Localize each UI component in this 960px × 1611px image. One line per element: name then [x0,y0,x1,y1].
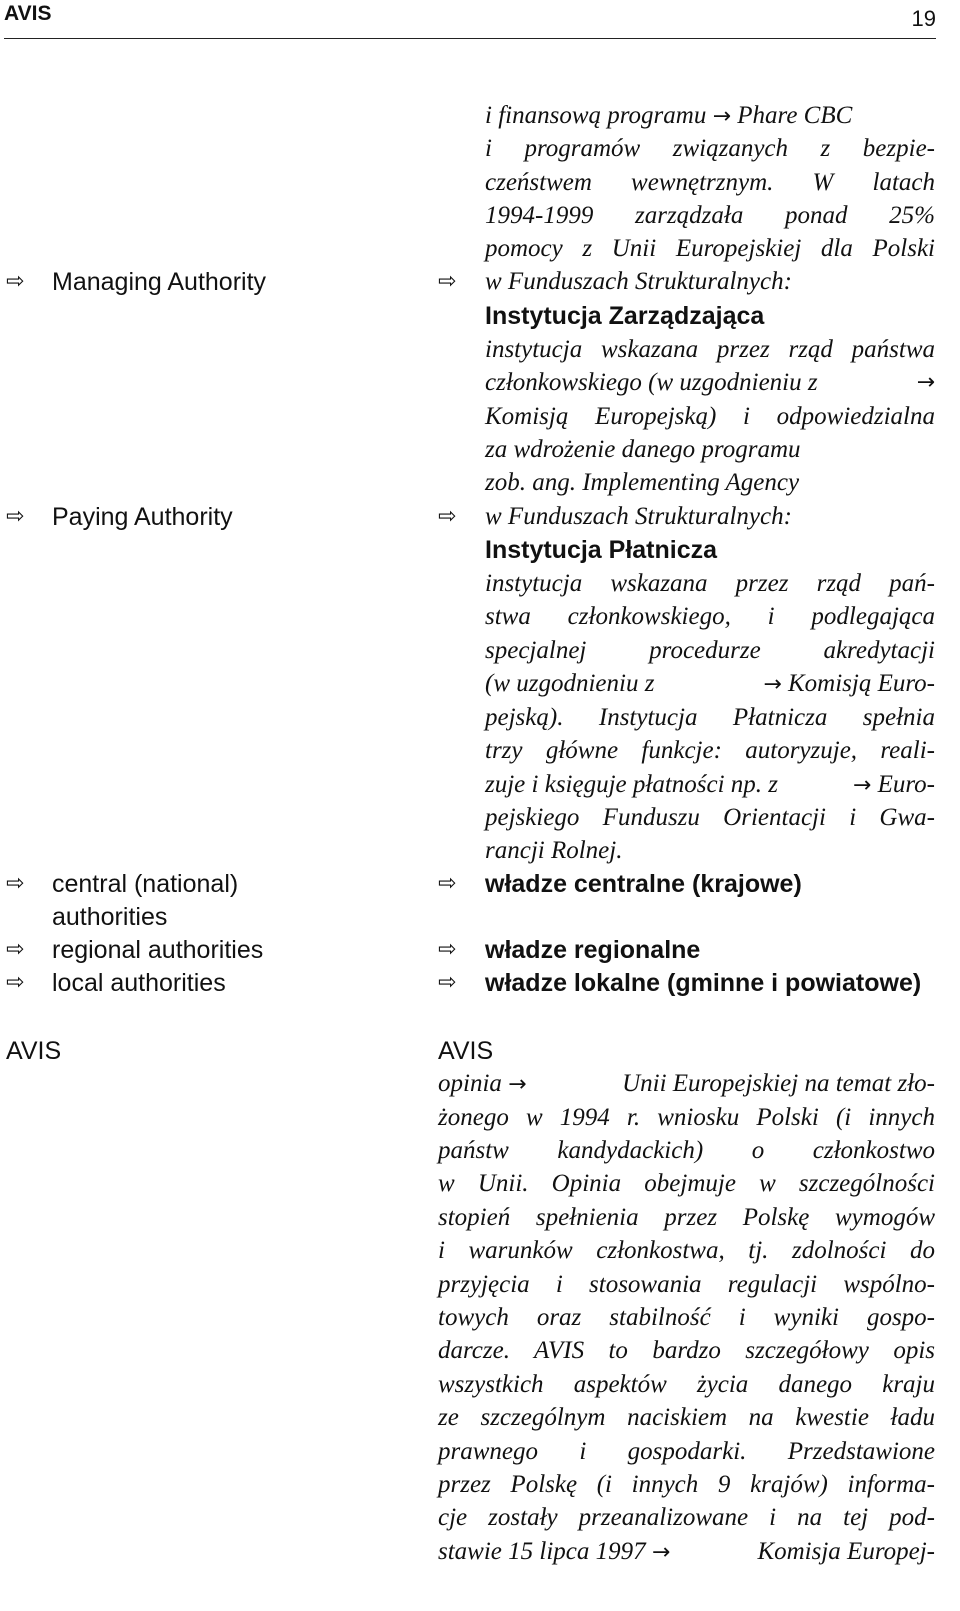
running-header [4,0,936,39]
entry-marker-icon: ⇨ [6,871,25,896]
text-fragment: zuje i księguje płatności np. z [485,771,779,798]
text-line: za wdrożenie danego programu [485,436,801,463]
term-pl: Instytucja Zarządzająca [485,302,765,330]
text-line: cje zostały przeanalizowane i na tej pod- [438,1504,935,1531]
text-fragment: (w uzgodnieniu z [485,670,655,697]
text-fragment: Phare CBC [737,102,853,129]
cross-ref-arrow-icon: → [712,104,732,129]
cross-ref-arrow-icon: → [651,1540,671,1565]
text-line [485,99,852,134]
text-line: trzy główne funkcje: autoryzuje, reali- [485,737,935,764]
entry-marker-icon: ⇨ [438,937,457,962]
term-en: Paying Authority [52,503,233,531]
text-line [485,768,935,803]
text-line: instytucja wskazana przez rząd pań- [485,570,935,597]
cross-ref-arrow-icon: → [508,1072,527,1097]
text-line: w Funduszach Strukturalnych: [485,503,792,530]
entry-marker-icon: ⇨ [438,871,457,896]
text-line: zob. ang. Implementing Agency [485,469,800,496]
term-pl: władze regionalne [485,936,701,964]
entry-marker-icon: ⇨ [438,970,457,995]
text-line: przez Polskę (i innych 9 krajów) informa- [438,1471,935,1498]
text-fragment [438,1067,527,1102]
text-line: instytucja wskazana przez rząd państwa [485,336,935,363]
term-en: AVIS [6,1037,62,1065]
text-fragment [763,667,935,702]
text-line: pejskiego Funduszu Orientacji i Gwa- [485,804,935,831]
text-line: specjalnej procedurze akredytacji [485,637,935,664]
text-line: wszystkich aspektów życia danego kraju [438,1371,935,1398]
entry-marker-icon: ⇨ [6,504,25,529]
cross-ref-arrow-icon: → [763,672,782,697]
entry-marker-icon: ⇨ [6,937,25,962]
text-line: ze szczególnym naciskiem na kwestie ładu [438,1404,935,1431]
term-pl: Instytucja Płatnicza [485,536,718,564]
text-line: Komisją Europejską) i odpowiedzialna [485,403,935,430]
text-line: żonego w 1994 r. wniosku Polski (i innych [438,1104,935,1131]
text-fragment: Komisja Europej- [757,1538,935,1565]
text-line: w Funduszach Strukturalnych: [485,268,792,295]
text-line: towych oraz stabilność i wyniki gospo- [438,1304,935,1331]
text-fragment: opinia [438,1070,502,1097]
text-fragment: Euro- [877,771,935,798]
term-en: authorities [52,903,168,931]
text-fragment: członkowskiego (w uzgodnieniu z [485,369,818,396]
text-line: przyjęcia i stosowania regulacji wspólno- [438,1271,935,1298]
entry-marker-icon: ⇨ [438,504,457,529]
text-fragment: i finansową programu [485,102,707,129]
text-fragment [853,768,935,803]
text-line: darcze. AVIS to bardzo szczegółowy opis [438,1337,935,1364]
text-line [438,1535,935,1570]
term-en: local authorities [52,969,226,997]
term-pl: władze lokalne (gminne i powiatowe) [485,969,922,997]
entry-marker-icon: ⇨ [438,269,457,294]
cross-ref-arrow-icon: → [916,370,935,395]
term-pl: władze centralne (krajowe) [485,870,802,898]
text-line: 1994-1999 zarządzała ponad 25% [485,202,935,229]
term-en: central (national) [52,870,239,898]
text-line: państw kandydackich) o członkostwo [438,1137,935,1164]
term-pl: AVIS [438,1037,494,1065]
text-line: rancji Rolnej. [485,837,623,864]
text-fragment: stawie 15 lipca 1997 [438,1538,646,1565]
text-line [438,1067,935,1102]
text-line: czeństwem wewnętrznym. W latach [485,169,935,196]
text-line: i warunków członkostwa, tj. zdolności do [438,1237,935,1264]
running-title: AVIS [4,2,52,25]
text-line: stwa członkowskiego, i podlegająca [485,603,935,630]
text-line: stopień spełnienia przez Polskę wymogów [438,1204,935,1231]
text-fragment [438,1535,670,1570]
entry-marker-icon: ⇨ [6,970,25,995]
entry-marker-icon: ⇨ [6,269,25,294]
text-line: pomocy z Unii Europejskiej dla Polski [485,235,935,262]
cross-ref-arrow-icon: → [852,773,872,798]
text-fragment: Komisją Euro- [788,670,935,697]
text-line: w Unii. Opinia obejmuje w szczególności [438,1170,935,1197]
text-line: prawnego i gospodarki. Przedstawione [438,1438,935,1465]
text-fragment: Unii Europejskiej na temat zło- [622,1070,935,1097]
term-en: regional authorities [52,936,264,964]
text-line [485,667,935,702]
page-number: 19 [911,6,936,31]
text-line [485,366,935,400]
term-en: Managing Authority [52,268,267,296]
text-line: pejską). Instytucja Płatnicza spełnia [485,704,935,731]
text-line: i programów związanych z bezpie- [485,135,935,162]
